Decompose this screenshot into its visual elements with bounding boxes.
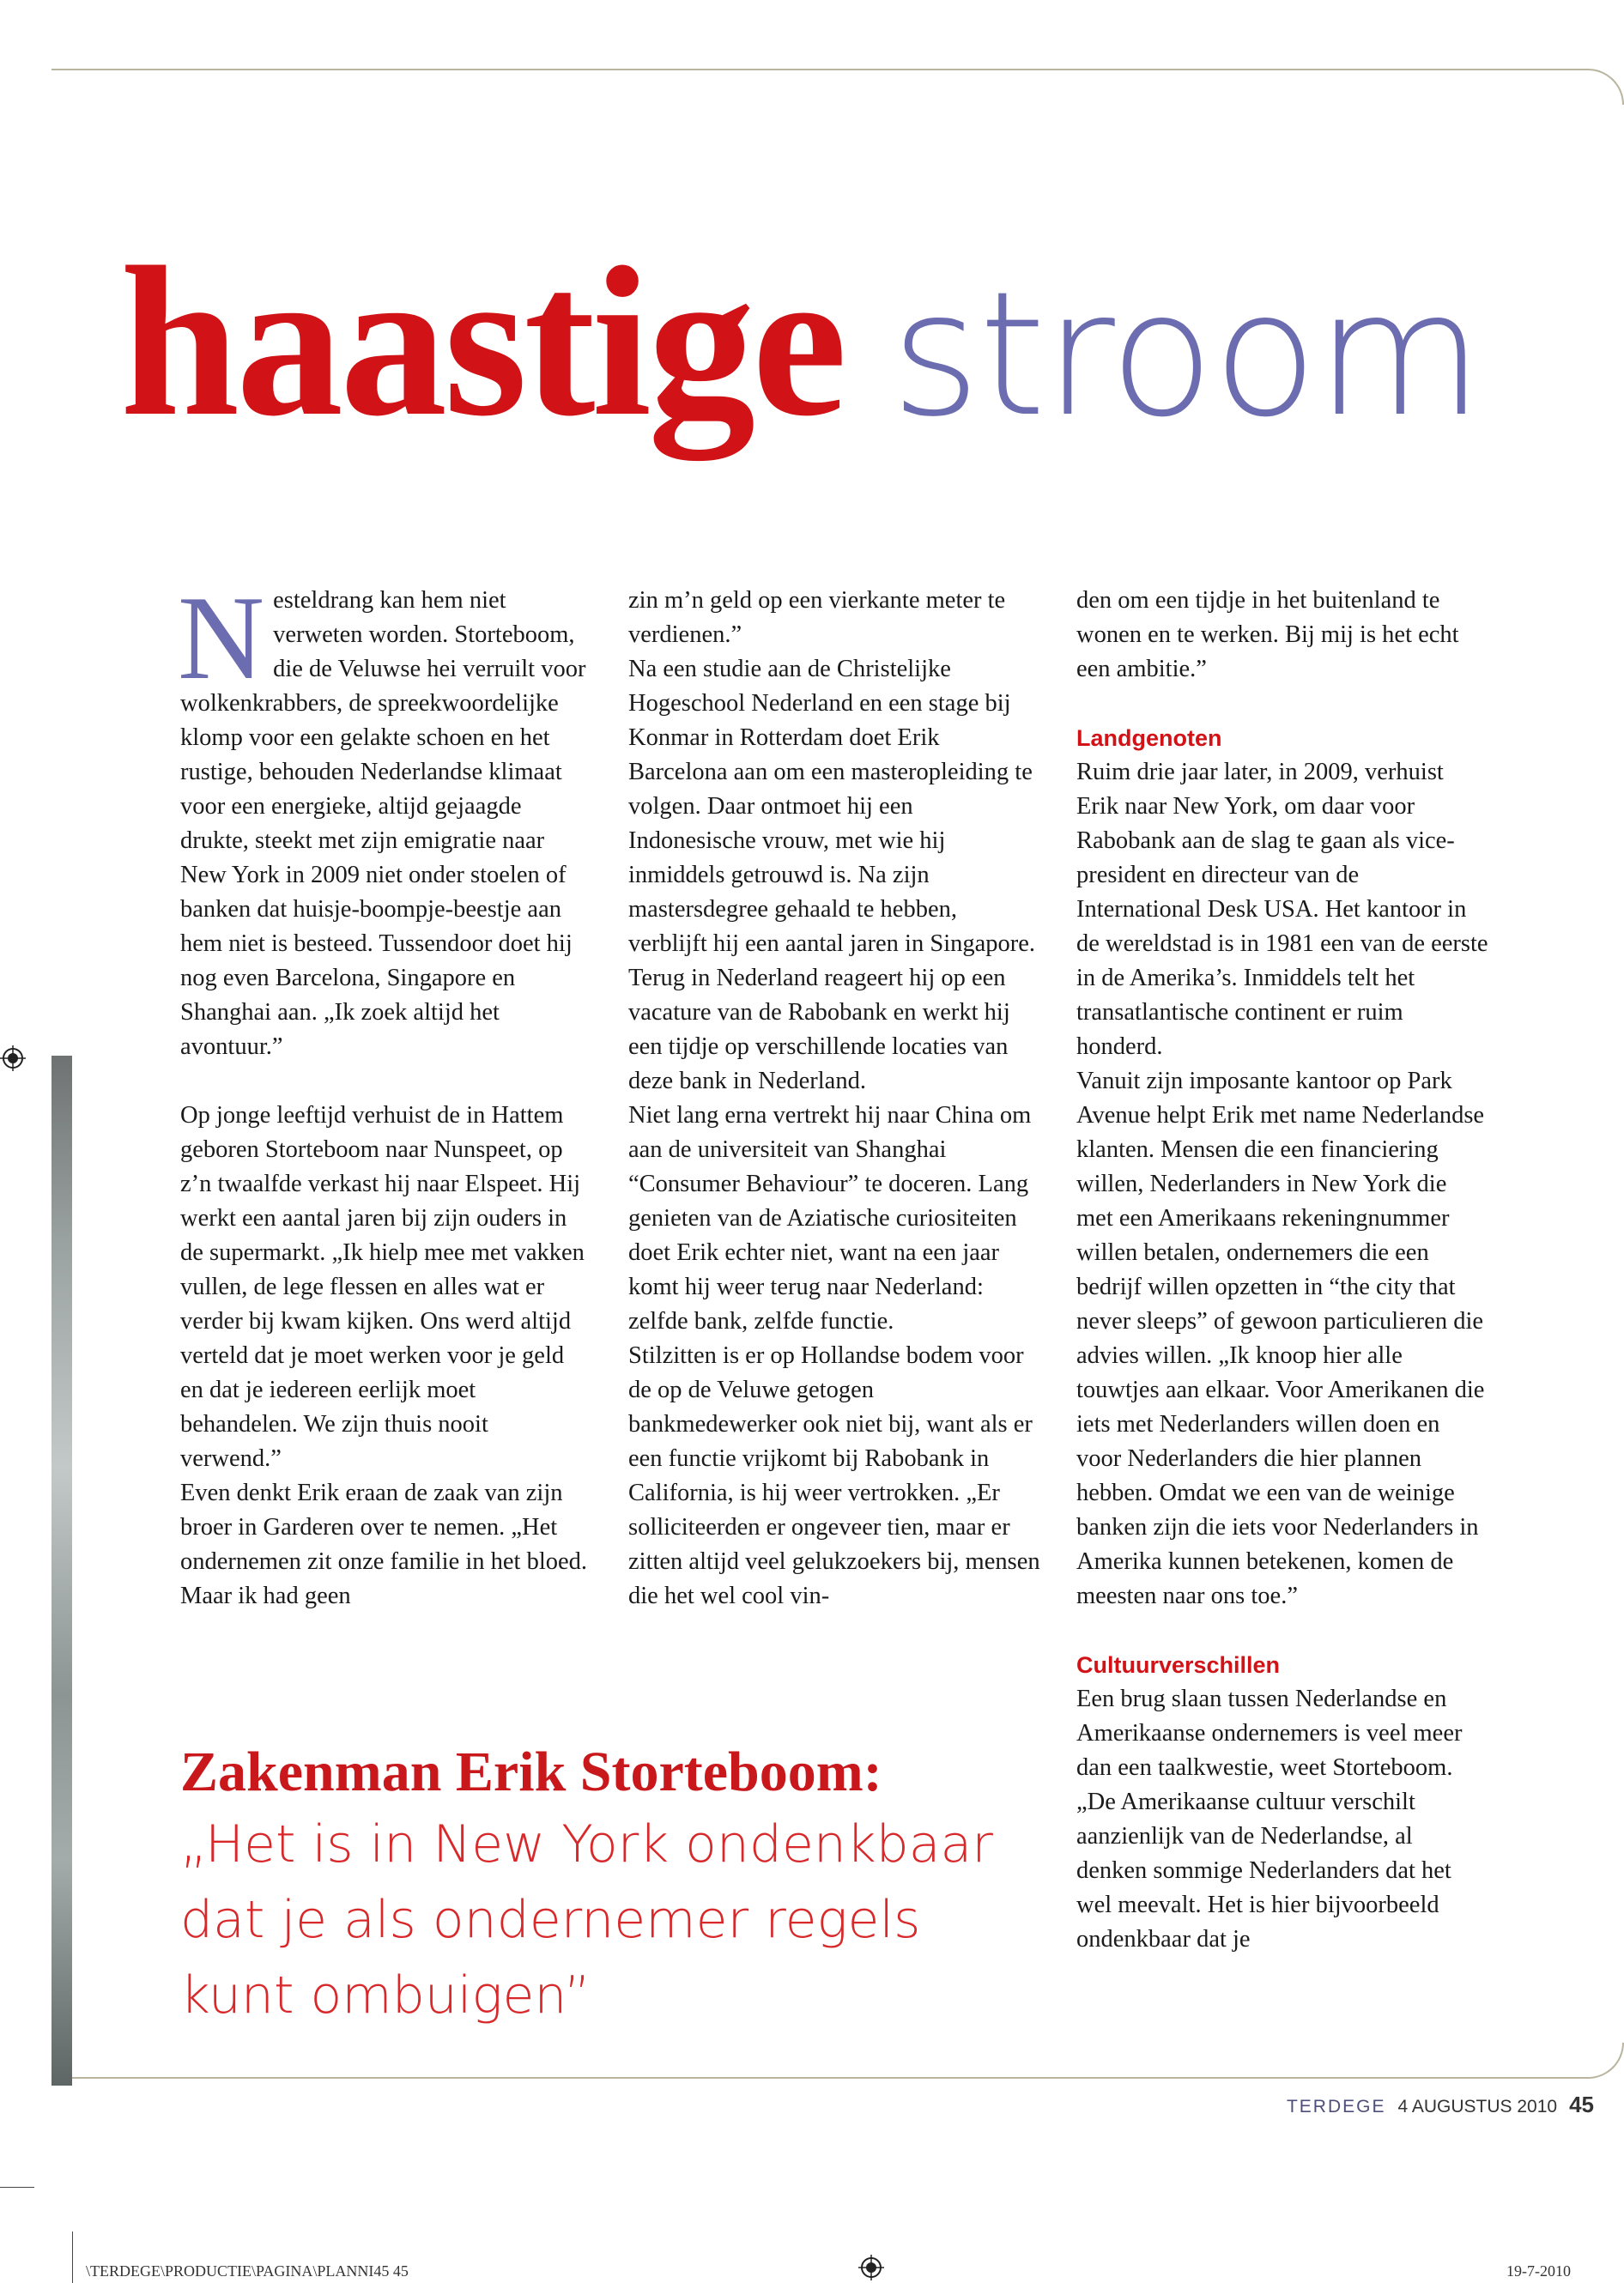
paragraph: den om een tijdje in het buitenland te wonen en te werken. Bij mij is het echt een ambitie.” xyxy=(1076,587,1459,682)
title-bold: haastige xyxy=(120,223,844,461)
pull-quote-line: kunt ombuigen” xyxy=(180,1965,591,2026)
article-title xyxy=(120,219,1482,466)
crop-mark xyxy=(0,2187,34,2188)
footer-magazine: TERDEGE xyxy=(1286,2097,1386,2116)
subheading-landgenoten: Landgenoten xyxy=(1076,725,1222,751)
paragraph: zin m’n geld op een vierkante meter te verdienen.” xyxy=(628,587,1006,648)
paragraph: Na een studie aan de Christelijke Hogeschool Nederland en een stage bij Konmar in Rotterdam doet Erik Barcelona aan om een masteropleiding te volgen. Daar ontmoet hij een Indonesische vrouw, met wie hij inmiddels getrouwd is. Na zijn mastersdegree gehaald te hebben, verblijft hij een aantal jaren in Singapore. Terug in Nederland reageert hij op een vacature van de Rabobank en werkt hij een tijdje op verschillende locaties van deze bank in Nederland. xyxy=(628,656,1036,1094)
pull-quote xyxy=(180,1738,1039,2033)
title-light: stroom xyxy=(891,255,1482,455)
print-file-path: \TERDEGE\PRODUCTIE\PAGINA\PLANNI45 45 xyxy=(86,2262,409,2280)
crop-mark xyxy=(72,2232,73,2283)
paragraph: Even denkt Erik eraan de zaak van zijn broer in Garderen over te nemen. „Het ondernemen zit onze familie in het bloed. Maar ik had geen xyxy=(180,1480,588,1609)
page-footer xyxy=(1287,2092,1594,2118)
paragraph: esteldrang kan hem niet verweten worden. Storteboom, die de Veluwse hei verruilt voor wolkenkrabbers, de spreekwoordelijke klomp voor een gelakte schoen en het rustige, behouden Nederlandse klimaat voor een energieke, altijd gejaagde drukte, steekt met zijn emigratie naar New York in 2009 niet onder stoelen of banken dat huisje-boompje-beestje aan hem niet is besteed. Tussendoor doet hij nog even Barcelona, Singapore en Shanghai aan. „Ik zoek altijd het avontuur.” xyxy=(180,587,586,1060)
page-frame-top xyxy=(52,69,1624,105)
print-date: 19-7-2010 xyxy=(1506,2262,1571,2280)
page-number: 45 xyxy=(1569,2092,1594,2117)
pull-quote-name: Zakenman Erik Storteboom: xyxy=(180,1741,882,1803)
paragraph: Een brug slaan tussen Nederlandse en Amerikaanse ondernemers is veel meer dan een taalkwestie, weet Storteboom. „De Amerikaanse cultuur verschilt aanzienlijk van de Nederlandse, al denken sommige Nederlanders dat het wel meevalt. Het is hier bijvoorbeeld ondenkbaar dat je xyxy=(1076,1686,1463,1953)
pull-quote-line: dat je als ondernemer regels xyxy=(180,1890,921,1950)
paragraph: Stilzitten is er op Hollandse bodem voor de op de Veluwe getogen bankmedewerker ook niet bij, want als er een functie vrijkomt bij Rabobank in California, is hij weer vertrokken. „Er solliciteerden er ongeveer tien, maar er zitten altijd veel gelukzoekers bij, mensen die het wel cool vin- xyxy=(628,1342,1040,1609)
paragraph: Vanuit zijn imposante kantoor op Park Avenue helpt Erik met name Nederlandse klanten. Mensen die een financiering willen, Nederlanders in New York die met een Amerikaans rekeningnummer willen betalen, ondernemers die een bedrijf willen opzetten in “the city that never sleeps” of gewoon particulieren die advies willen. „Ik knoop hier alle touwtjes aan elkaar. Voor Amerikanen die iets met Nederlanders willen doen en voor Nederlanders die hier plannen hebben. Omdat we een van de weinige banken zijn die iets voor Nederlanders in Amerika kunnen betekenen, komen de meesten naar ons toe.” xyxy=(1076,1068,1485,1609)
subheading-cultuurverschillen: Cultuurverschillen xyxy=(1076,1652,1281,1678)
article-column-2 xyxy=(628,584,1040,1614)
side-photo-strip xyxy=(52,1056,72,2086)
paragraph: Ruim drie jaar later, in 2009, verhuist Erik naar New York, om daar voor Rabobank aan de slag te gaan als vice-president en directeur van de International Desk USA. Het kantoor in de wereldstad is in 1981 een van de eerste in de Amerika’s. Inmiddels telt het transatlantische continent er ruim honderd. xyxy=(1076,759,1488,1060)
drop-cap: N xyxy=(178,572,265,705)
article-column-1 xyxy=(178,572,592,1614)
paragraph: Niet lang erna vertrekt hij naar China om aan de universiteit van Shanghai “Consumer Behaviour” te doceren. Lang genieten van de Aziatische curiositeiten doet Erik echter niet, want na een jaar komt hij weer terug naar Nederland: zelfde bank, zelfde functie. xyxy=(628,1102,1032,1335)
pull-quote-line: „Het is in New York ondenkbaar xyxy=(180,1814,993,1874)
page-frame-bottom xyxy=(52,2043,1624,2079)
footer-date: 4 AUGUSTUS 2010 xyxy=(1397,2097,1558,2116)
registration-mark-icon xyxy=(858,2255,884,2280)
paragraph: Op jonge leeftijd verhuist de in Hattem geboren Storteboom naar Nunspeet, op z’n twaalfde verkast hij naar Elspeet. Hij werkt een aantal jaren bij zijn ouders in de supermarkt. „Ik hielp mee met vakken vullen, de lege flessen en alles wat er verder bij kwam kijken. Ons werd altijd verteld dat je moet werken voor je geld en dat je iedereen eerlijk moet behandelen. We zijn thuis nooit verwend.” xyxy=(180,1102,585,1472)
registration-mark-icon xyxy=(0,1045,26,1071)
article-column-3 xyxy=(1076,584,1488,1957)
